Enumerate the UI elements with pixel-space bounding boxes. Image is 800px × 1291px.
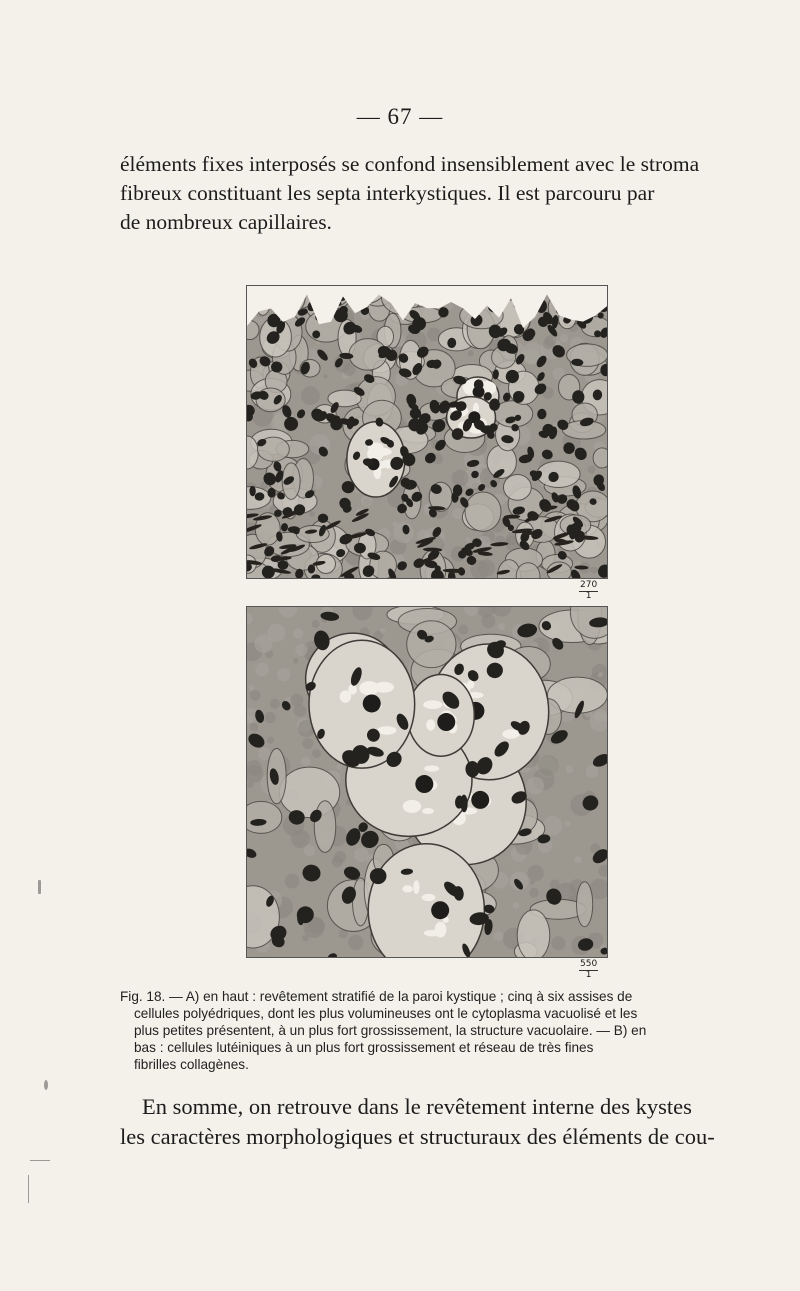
figure-caption [120, 988, 734, 1073]
page-speck [44, 1080, 48, 1090]
caption-line: fibrilles collagènes. [134, 1057, 249, 1072]
caption-line: Fig. 18. — A) en haut : revêtement stratifié de la paroi kystique ; cinq à six assises de [120, 989, 633, 1004]
page-number: — 67 — [356, 104, 444, 129]
page-speck [38, 880, 41, 894]
page-speck [28, 1175, 29, 1203]
paragraph-top [120, 150, 732, 237]
figure-b-histology-image [246, 606, 608, 958]
figure-a-histology-image [246, 285, 608, 579]
paragraph-line: de nombreux capillaires. [120, 210, 332, 234]
caption-line: cellules polyédriques, dont les plus volumineuses ont le cytoplasma vacuolisé et les [134, 1006, 638, 1021]
paragraph-line: fibreux constituant les septa interkystiques. Il est parcouru par [120, 181, 655, 205]
figure-a-scale [579, 581, 598, 601]
caption-line: bas : cellules lutéiniques à un plus fort grossissement et réseau de très fines [134, 1040, 594, 1055]
paragraph-line: éléments fixes interposés se confond insensiblement avec le stroma [120, 152, 700, 176]
caption-line: plus petites présentent, à un plus fort grossissement, la structure vacuolaire. — B) en [134, 1023, 647, 1038]
figure-b-scale [579, 960, 598, 980]
scale-numerator: 550 [580, 959, 598, 969]
page-speck [30, 1160, 50, 1161]
scale-denominator: 1 [585, 591, 592, 601]
paragraph-line: En somme, on retrouve dans le revêtement interne des kystes [142, 1094, 692, 1119]
scale-numerator: 270 [580, 580, 598, 590]
paragraph-bottom [120, 1092, 732, 1152]
scale-denominator: 1 [585, 970, 592, 980]
paragraph-line: les caractères morphologiques et structuraux des éléments de cou- [120, 1124, 715, 1149]
